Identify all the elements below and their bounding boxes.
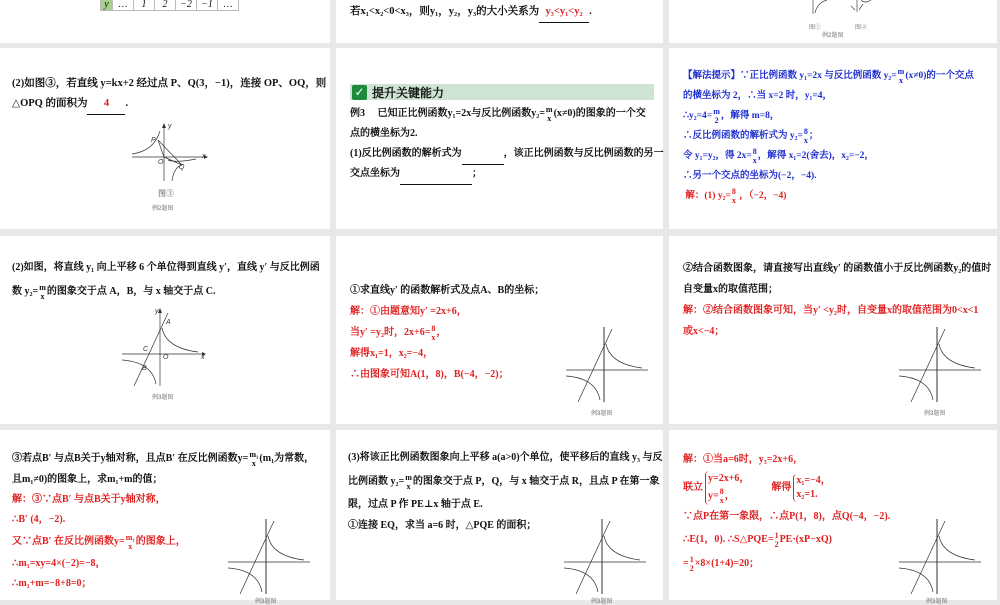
figure-caption: 例3题图	[924, 411, 946, 417]
hint-text: ，解得 x₁=2(舍去)，x₂=−2，	[757, 151, 874, 161]
punct: ，	[724, 490, 735, 502]
question-line: ①求直线y′ 的函数解析式及点A、B的坐标；	[350, 285, 545, 296]
origin-label: O	[158, 159, 164, 166]
question-line	[348, 470, 663, 494]
fraction	[690, 555, 694, 573]
example-3-question	[350, 104, 664, 184]
solution-line: ∴m₁+m=−8+8=0；	[12, 578, 92, 589]
question-text: 比例函数 y₂=	[348, 476, 405, 487]
slide-r3c0[interactable]	[0, 430, 330, 605]
frac-num: m₁	[125, 532, 135, 542]
graph-example3	[122, 308, 207, 388]
solution-text: 当y′ =y₂时，2x+6=	[350, 327, 431, 338]
answer-blank[interactable]	[400, 164, 472, 185]
fraction	[720, 487, 724, 505]
fraction	[775, 531, 779, 549]
question-line: 限，过点 P 作 PE⊥x 轴于点 E.	[348, 499, 483, 510]
fraction	[753, 147, 757, 165]
answer-blank[interactable]	[462, 144, 504, 165]
question-line: ②结合函数图象，请直接写出直线y′ 的函数值小于反比例函数y₂的值时	[683, 263, 992, 274]
table-header-y: y	[101, 0, 113, 11]
equation: x₁=−4，	[796, 475, 831, 486]
slide-r0c2[interactable]	[669, 0, 997, 43]
point-label-c: C	[143, 346, 149, 353]
frac-den: x	[547, 113, 552, 123]
fraction	[39, 283, 46, 301]
fraction	[546, 105, 553, 123]
hint-line	[683, 126, 974, 146]
answer-text: ，（−2，−4)	[739, 191, 787, 201]
figure-label: 图①	[809, 25, 822, 31]
solution-line: ∴B′ (4，−2).	[12, 514, 66, 525]
question-text: (1)反比例函数的解析式为	[350, 148, 462, 159]
point-label-b: B	[142, 365, 147, 372]
point-label-q: Q	[179, 164, 185, 171]
frac-num: m	[897, 66, 905, 76]
question-line	[12, 280, 320, 304]
axis-label-x: x	[202, 153, 206, 160]
question-line	[12, 94, 326, 114]
solution-text: ×8×(1+4)=20；	[694, 558, 760, 569]
figure-label: 图②	[855, 25, 868, 31]
solution-line	[683, 528, 890, 552]
hint-line: ∴另一个交点的坐标为(−2，−4).	[683, 171, 817, 181]
frac-den: x	[719, 496, 724, 505]
frac-num: m	[713, 106, 720, 116]
frac-den: x	[40, 291, 45, 301]
table-cell: …	[113, 0, 134, 11]
question-line	[350, 104, 664, 124]
graph-example3	[899, 516, 984, 596]
graph-example3	[899, 324, 984, 404]
question-text: ③若点B′ 与点B关于y轴对称，且点B′ 在反比例函数y=	[12, 453, 249, 464]
solution-text: ∴E(1，0). ∴S△PQE=	[683, 534, 774, 545]
equation: x₂=1.	[796, 489, 818, 500]
fraction	[249, 450, 258, 468]
slide-r0c1[interactable]	[336, 0, 663, 43]
question-text: (x≠0)的图象的一个交	[553, 108, 646, 119]
solution-brace	[793, 474, 830, 502]
question-line: 点的横坐标为2.	[350, 128, 418, 139]
system-of-equations	[683, 470, 890, 506]
frac-num: 8	[752, 146, 757, 156]
slide-r1c0[interactable]	[0, 48, 330, 229]
question-line	[350, 2, 592, 23]
frac-den: 2	[689, 563, 694, 573]
frac-den: x	[752, 155, 757, 165]
solution-line: 解：①当a=6时，y₃=2x+6，	[683, 454, 804, 465]
hint-line	[683, 66, 974, 86]
point-label-a: A	[166, 319, 171, 326]
table-cell: −1	[197, 0, 218, 11]
sub-question-1	[350, 280, 544, 385]
example-label: 例3	[350, 108, 365, 119]
solution-line: ∵点P在第一象限，∴点P(1，8)，点Q(−4，−2).	[683, 511, 891, 522]
slide-r2c1[interactable]	[336, 236, 663, 424]
frac-num: m	[405, 472, 412, 482]
question	[12, 256, 320, 304]
hint-text: ∴y₂=4=	[683, 111, 713, 121]
frac-den: x	[898, 75, 903, 85]
slide-r3c1[interactable]	[336, 430, 663, 605]
axis-label-y: y	[155, 308, 159, 315]
solution-line: ∴由图象可知A(1，8)，B(−4，−2)；	[350, 369, 509, 380]
frac-num: m₁	[249, 449, 259, 459]
checkmark-icon: ✓	[352, 85, 367, 100]
question-line: (2)如图，将直线 y₁ 向上平移 6 个单位得到直线 y′，直线 y′ 与反比例函	[12, 262, 320, 273]
hint-text: ；	[808, 131, 819, 141]
question-text: 若x₁<x₂<0<x₃，则y₁，y₂，y₃的大小关系为	[350, 6, 540, 17]
frac-den: x	[128, 541, 133, 551]
frac-den: x	[251, 458, 256, 468]
graph-example3	[566, 324, 651, 404]
frac-num: 8	[731, 186, 736, 196]
fraction	[126, 533, 135, 551]
question-text: 的图象交于点 P，Q，与 x 轴交于点 R，且点 P 在第一象	[412, 476, 660, 487]
frac-den: x	[731, 195, 736, 205]
frac-num: 8	[719, 487, 724, 496]
fraction	[898, 67, 905, 85]
question-line	[12, 448, 314, 470]
figure-caption: 例2题图	[152, 206, 174, 212]
frac-num: 8	[431, 323, 436, 333]
hint-text: 令 y₁=y₂，得 2x=	[683, 151, 752, 161]
answer-line	[683, 186, 974, 206]
slide-r1c1[interactable]	[336, 48, 663, 229]
solution-text: PE·(xP−xQ)	[779, 534, 832, 545]
table-cell: −2	[176, 0, 197, 11]
fraction	[405, 473, 412, 491]
punct: ，	[436, 327, 447, 338]
question-text: △OPQ 的面积为	[12, 98, 88, 109]
axis-label-x: x	[201, 354, 205, 361]
solution-text: 联立	[683, 482, 703, 493]
figure-3-graph	[130, 123, 210, 183]
frac-den: 2	[774, 539, 779, 549]
table-cell: 2	[155, 0, 176, 11]
solution-line: 解：③∵点B′ 与点B关于y轴对称，	[12, 494, 166, 505]
question-line: (2)如图③，若直线 y=kx+2 经过点 P、Q(3，−1)，连接 OP、OQ，则	[12, 78, 327, 89]
punct: .	[589, 6, 592, 17]
punct: .	[125, 98, 129, 109]
hint-line	[683, 106, 974, 126]
slide-r2c0[interactable]	[0, 236, 330, 424]
solution-3	[683, 450, 890, 576]
question-text: (m₁为常数，	[259, 453, 315, 464]
fraction	[431, 324, 435, 342]
question-text: 数 y₂=	[12, 286, 39, 297]
slide-r3c2[interactable]	[669, 430, 997, 605]
frac-den: x	[406, 481, 411, 491]
slide-r1c2[interactable]	[669, 48, 997, 229]
question-line	[350, 144, 664, 164]
punct: ；	[472, 168, 482, 179]
equation-text: y=	[708, 490, 719, 502]
point-label-p: P	[151, 137, 156, 144]
frac-num: m	[545, 104, 553, 114]
graph-example3	[564, 516, 649, 596]
frac-num: 1	[774, 530, 779, 540]
hint-line	[683, 146, 974, 166]
solution-hint	[683, 66, 974, 206]
equation: y=2x+6，	[708, 473, 750, 484]
solution-line: ∴m₁=xy=4×(−2)=−8，	[12, 558, 106, 569]
solution-text: 的图象上，	[135, 536, 186, 547]
banner-title: 提升关键能力	[372, 85, 445, 100]
graph-example3	[228, 516, 313, 596]
hint-text: ，解得 m=8，	[720, 111, 780, 121]
solution-line: 或x<−4；	[683, 326, 725, 337]
figure-caption: 例3题图	[591, 599, 613, 605]
figure-caption: 例3题图	[152, 395, 174, 401]
equation-brace	[705, 471, 749, 505]
fraction	[732, 187, 736, 205]
value-table	[100, 0, 239, 11]
answer-blank: y₃<y₁<y₂	[539, 2, 589, 23]
solution-line: 解：②结合函数图象可知，当y′ <y₂时，自变量x的取值范围为0<x<1	[683, 305, 979, 316]
question-line	[350, 164, 664, 184]
hint-text: 【解法提示】∵正比例函数 y₁=2x 与反比例函数 y₂=	[683, 71, 897, 81]
slide-r0c0[interactable]	[0, 0, 330, 43]
hint-line: 的横坐标为 2，∴当 x=2 时，y₁=4，	[683, 91, 833, 101]
solution-text: 又∵点B′ 在反比例函数y=	[12, 536, 125, 547]
frac-den: x	[803, 135, 808, 145]
solution-line	[683, 552, 890, 576]
origin-label: O	[163, 354, 169, 361]
figure-caption: 例3题图	[255, 599, 277, 605]
table-cell: 1	[134, 0, 155, 11]
frac-num: 1	[689, 554, 694, 564]
solution-line	[350, 322, 544, 343]
equation	[708, 487, 749, 505]
section-banner	[350, 84, 654, 100]
question-line: 自变量x的取值范围；	[683, 284, 778, 295]
question-line: ①连接 EQ，求当 a=6 时，△PQE 的面积；	[348, 520, 537, 531]
question-text: 已知正比例函数y₁=2x与反比例函数y₂=	[377, 108, 545, 119]
solution-line: 解：①由题意知y′ =2x+6，	[350, 306, 467, 317]
fraction	[713, 107, 720, 125]
table-cell: …	[218, 0, 239, 11]
figure-example2-top	[799, 0, 879, 20]
frac-den: x	[431, 332, 436, 342]
axis-label-y: y	[168, 123, 172, 130]
question-text: ，该正比例函数与反比例函数的另一	[503, 148, 664, 159]
frac-den: 2	[714, 115, 719, 125]
solution-text: =	[683, 558, 689, 569]
figure-caption: 例3题图	[591, 411, 613, 417]
answer-blank: 4	[87, 94, 125, 115]
figure-caption: 例3题图	[926, 599, 948, 605]
hint-text: ∴反比例函数的解析式为 y₂=	[683, 131, 803, 141]
frac-num: m	[39, 282, 46, 292]
figure-caption: 例2题图	[822, 33, 844, 39]
solution-text: 解得	[771, 482, 792, 493]
question-text: 的图象交于点 A，B，与 x 轴交于点 C.	[46, 286, 216, 297]
frac-num: 8	[803, 126, 808, 136]
figure-label: 图③	[158, 189, 174, 198]
answer-text: 解：(1) y₂=	[685, 191, 731, 201]
fraction	[804, 127, 808, 145]
hint-text: (x≠0)的一个交点	[905, 71, 974, 81]
question-text: 交点坐标为	[350, 168, 400, 179]
question-line: 且m₁≠0)的图象上，求m₁+m的值；	[12, 474, 163, 485]
question-line: (3)将该正比例函数图象向上平移 a(a>0)个单位，使平移后的直线 y₃ 与反	[348, 452, 663, 463]
slide-r2c2[interactable]	[669, 236, 997, 424]
solution-line: 解得x₁=1，x₂=−4，	[350, 348, 434, 359]
question	[12, 74, 326, 114]
